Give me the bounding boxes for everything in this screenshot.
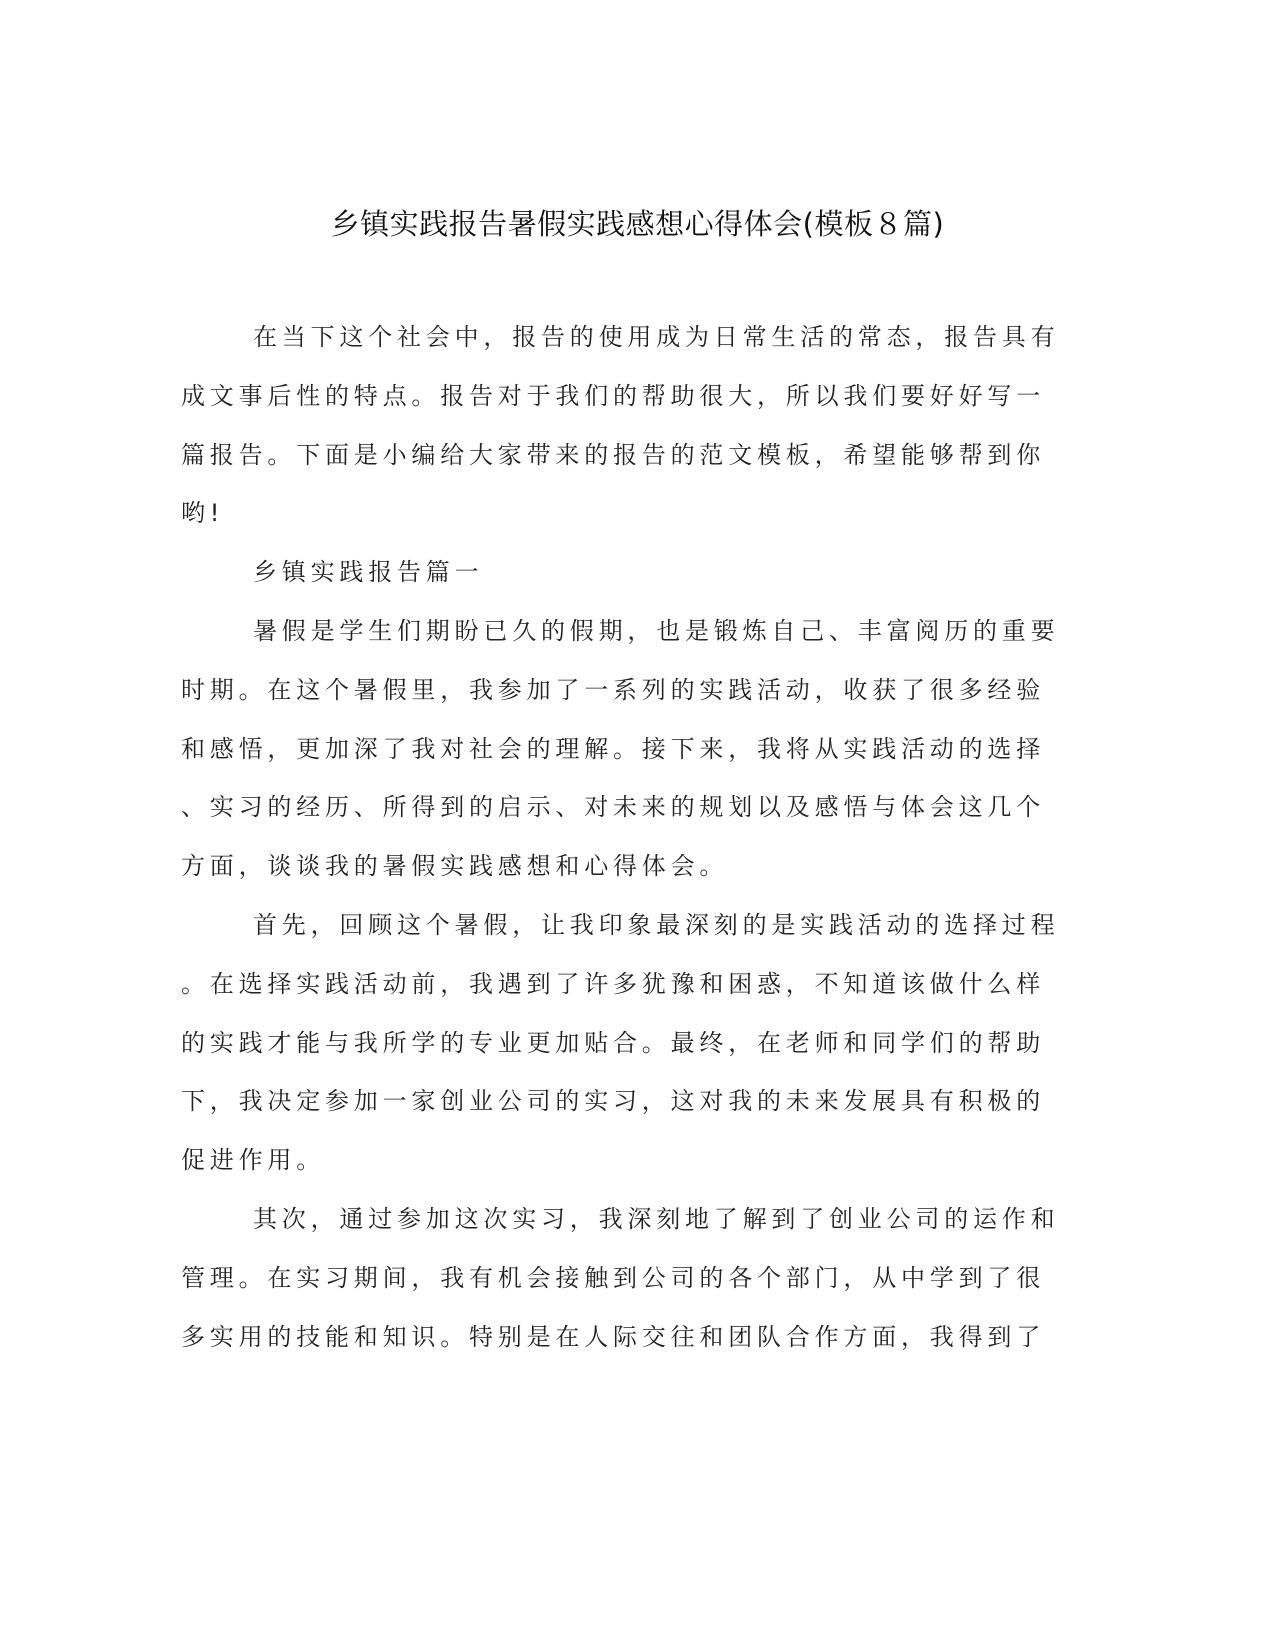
paragraph-line: 哟! <box>181 499 225 528</box>
paragraph-line: 管理。在实习期间，我有机会接触到公司的各个部门，从中学到了很 <box>181 1263 1045 1292</box>
paragraph-line: 成文事后性的特点。报告对于我们的帮助很大，所以我们要好好写一 <box>181 381 1045 410</box>
paragraph-line: 、实习的经历、所得到的启示、对未来的规划以及感悟与体会这几个 <box>181 793 1045 822</box>
paragraph-line: 。在选择实践活动前，我遇到了许多犹豫和困惑，不知道该做什么样 <box>181 969 1045 998</box>
paragraph-line: 多实用的技能和知识。特别是在人际交往和团队合作方面，我得到了 <box>181 1322 1045 1351</box>
paragraph-line: 乡镇实践报告篇一 <box>253 558 484 587</box>
document-title: 乡镇实践报告暑假实践感想心得体会(模板８篇) <box>330 207 945 241</box>
paragraph-line: 和感悟，更加深了我对社会的理解。接下来，我将从实践活动的选择 <box>181 734 1045 763</box>
paragraph-line: 促进作用。 <box>181 1146 325 1175</box>
paragraph-line: 篇报告。下面是小编给大家带来的报告的范文模板，希望能够帮到你 <box>181 440 1045 469</box>
paragraph-line: 首先，回顾这个暑假，让我印象最深刻的是实践活动的选择过程 <box>253 911 1060 939</box>
paragraph-line: 其次，通过参加这次实习，我深刻地了解到了创业公司的运作和 <box>253 1205 1060 1233</box>
paragraph-line: 时期。在这个暑假里，我参加了一系列的实践活动，收获了很多经验 <box>181 675 1045 704</box>
paragraph-line: 下，我决定参加一家创业公司的实习，这对我的未来发展具有积极的 <box>181 1087 1045 1116</box>
paragraph-line: 暑假是学生们期盼已久的假期，也是锻炼自己、丰富阅历的重要 <box>253 617 1060 645</box>
paragraph-line: 在当下这个社会中，报告的使用成为日常生活的常态，报告具有 <box>253 323 1060 351</box>
paragraph-line: 的实践才能与我所学的专业更加贴合。最终，在老师和同学们的帮助 <box>181 1028 1045 1057</box>
paragraph-line: 方面，谈谈我的暑假实践感想和心得体会。 <box>181 852 729 881</box>
